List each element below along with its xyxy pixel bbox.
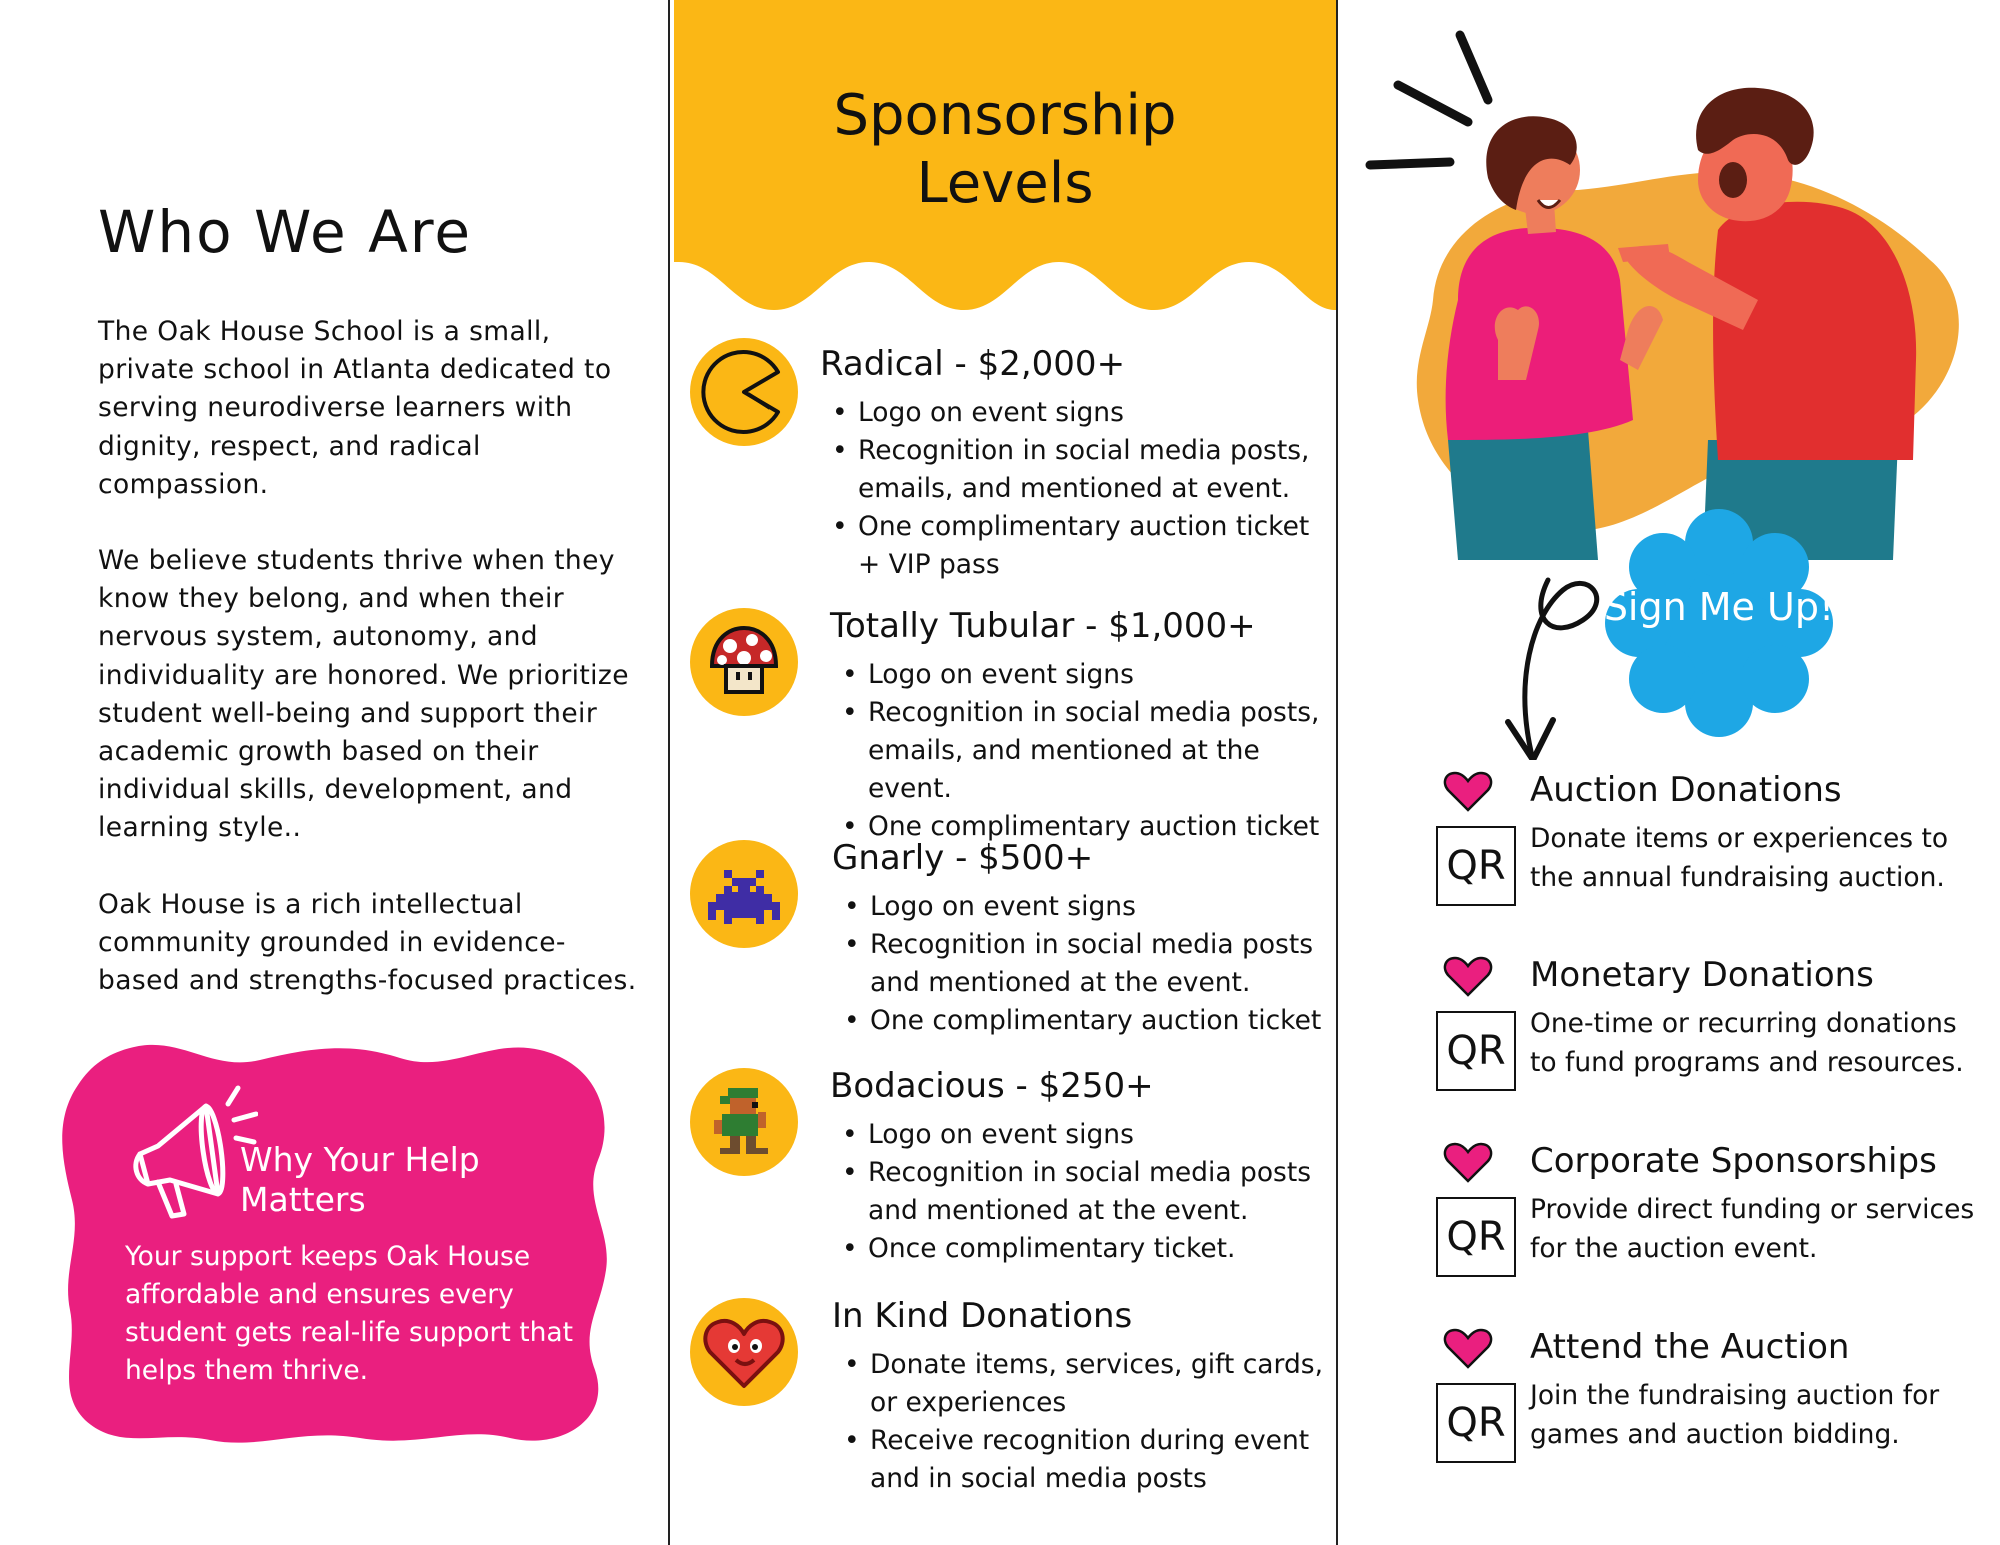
tier-name: Gnarly - $500+ <box>832 838 1094 878</box>
benefit-item: • Logo on event signs <box>838 1116 1336 1154</box>
benefit-item: • One complimentary auction ticket + VIP pass <box>828 508 1328 584</box>
qr-code-placeholder[interactable]: QR <box>1436 826 1516 906</box>
pacman-icon <box>690 338 798 446</box>
benefit-item: • Recognition in social media posts and mentioned at the event. <box>838 1154 1336 1230</box>
tier-benefits <box>840 1346 1336 1498</box>
benefit-item: • Donate items, services, gift cards, or experiences <box>840 1346 1336 1422</box>
sponsorship-heading-line2: Levels <box>916 151 1094 216</box>
benefit-item: • Recognition in social media posts, emails, and mentioned at event. <box>828 432 1328 508</box>
tier-benefits <box>840 888 1336 1040</box>
tier-name: Bodacious - $250+ <box>830 1066 1154 1106</box>
sponsorship-banner <box>674 0 1336 320</box>
pixel-heart-icon <box>690 1298 798 1406</box>
who-we-are-text <box>98 313 638 1038</box>
who-we-are-heading: Who We Are <box>98 198 473 266</box>
sign-me-up-label[interactable]: Sign Me Up! <box>1603 585 1835 629</box>
option-title: Corporate Sponsorships <box>1530 1141 1937 1181</box>
benefit-item: • One complimentary auction ticket <box>838 808 1336 846</box>
why-text: Your support keeps Oak House affordable and ensures every student gets real-life support that helps them thrive. <box>125 1241 574 1386</box>
option-title: Monetary Donations <box>1530 955 1874 995</box>
sponsorship-levels-panel <box>668 0 1338 1545</box>
about-paragraph: We believe students thrive when they know they belong, and when their nervous system, autonomy, and individuality are honored. We prioritize student well-being and support their academic growth based on their individual skills, development, and learning style.. <box>98 545 629 844</box>
heart-icon <box>1442 955 1494 999</box>
option-description: One-time or recurring donations to fund programs and resources. <box>1530 1008 1964 1078</box>
benefit-item: • Logo on event signs <box>838 656 1336 694</box>
tier-name: Totally Tubular - $1,000+ <box>830 606 1256 646</box>
who-we-are-panel <box>0 0 668 1545</box>
heart-icon <box>1442 770 1494 814</box>
about-paragraph: The Oak House School is a small, private school in Atlanta dedicated to serving neurodiverse learners with dignity, respect, and radical compassion. <box>98 316 612 500</box>
benefit-item: • One complimentary auction ticket <box>840 1002 1336 1040</box>
sponsorship-heading-line1: Sponsorship <box>833 83 1177 148</box>
benefit-item: • Once complimentary ticket. <box>838 1230 1336 1268</box>
why-heading: Why Your Help Matters <box>240 1140 480 1219</box>
option-description: Donate items or experiences to the annual fundraising auction. <box>1530 823 1949 893</box>
megaphone-icon <box>118 1084 258 1228</box>
tier-name: In Kind Donations <box>832 1296 1133 1336</box>
sign-me-up-badge[interactable] <box>1601 505 1837 741</box>
sponsorship-heading <box>674 82 1336 218</box>
qr-code-placeholder[interactable]: QR <box>1436 1197 1516 1277</box>
benefit-item: • Recognition in social media posts and mentioned at the event. <box>840 926 1336 1002</box>
benefit-item: • Logo on event signs <box>828 394 1328 432</box>
option-description: Provide direct funding or services for the auction event. <box>1530 1194 1975 1264</box>
mushroom-icon <box>690 608 798 716</box>
option-title: Attend the Auction <box>1530 1327 1850 1367</box>
pixel-hero-icon <box>690 1068 798 1176</box>
tier-name: Radical - $2,000+ <box>820 344 1126 384</box>
benefit-item: • Recognition in social media posts, emails, and mentioned at the event. <box>838 694 1336 808</box>
option-title: Auction Donations <box>1530 770 1842 810</box>
why-your-help-matters-callout <box>60 1040 614 1445</box>
qr-code-placeholder[interactable]: QR <box>1436 1011 1516 1091</box>
tier-benefits <box>838 1116 1336 1268</box>
qr-code-placeholder[interactable]: QR <box>1436 1383 1516 1463</box>
tier-benefits <box>828 394 1328 584</box>
tier-benefits <box>838 656 1336 846</box>
about-paragraph: Oak House is a rich intellectual community grounded in evidence-based and strengths-focused practices. <box>98 888 637 997</box>
heart-icon <box>1442 1327 1494 1371</box>
space-invader-icon <box>690 840 798 948</box>
benefit-item: • Receive recognition during event and in social media posts <box>840 1422 1336 1498</box>
heart-icon <box>1442 1141 1494 1185</box>
option-description: Join the fundraising auction for games and auction bidding. <box>1530 1380 1940 1450</box>
benefit-item: • Logo on event signs <box>840 888 1336 926</box>
get-involved-panel <box>1338 0 2000 1545</box>
